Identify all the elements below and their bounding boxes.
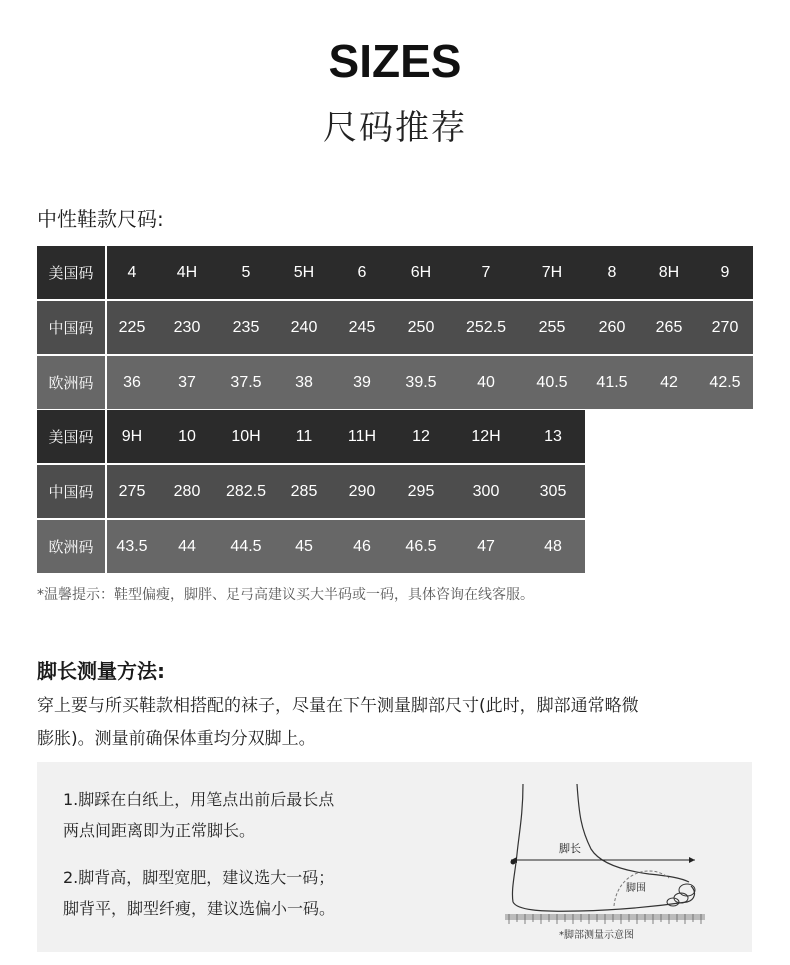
size-cell: 48 — [544, 537, 562, 555]
size-cell: 47 — [477, 537, 495, 555]
size-cell: 282.5 — [225, 482, 267, 500]
size-cell: 7 — [481, 263, 491, 281]
foot-length-label: 脚长 — [559, 842, 581, 855]
size-cell: 5H — [293, 263, 315, 281]
size-table-1 — [37, 246, 753, 409]
measure-guide-box — [37, 762, 752, 952]
size-cell: 36 — [123, 373, 141, 391]
size-cell: 9H — [121, 427, 143, 445]
step-2-line1: 2.脚背高，脚型宽肥，建议选大一码； — [63, 868, 335, 887]
size-cell: 290 — [348, 482, 376, 500]
size-cell: 9 — [720, 263, 730, 281]
us-row-label: 美国码 — [37, 410, 107, 463]
size-cell: 42 — [660, 373, 678, 391]
size-cell: 12H — [471, 427, 501, 445]
size-cell: 46 — [353, 537, 371, 555]
heel-point-icon — [511, 860, 516, 865]
size-cell: 295 — [407, 482, 435, 500]
size-tip-note: *温馨提示：鞋型偏瘦，脚胖、足弓高建议买大半码或一码，具体咨询在线客服。 — [37, 587, 534, 603]
size-cell: 39 — [353, 373, 371, 391]
step-1-line2: 两点间距离即为正常脚长。 — [63, 821, 256, 840]
page-title-en: SIZES — [328, 35, 462, 87]
step-1-line1: 1.脚踩在白纸上，用笔点出前后最长点 — [63, 790, 335, 809]
table1-us-row — [37, 246, 753, 299]
size-cell: 285 — [290, 482, 318, 500]
size-cell: 265 — [655, 318, 683, 336]
size-cell: 255 — [538, 318, 566, 336]
size-cell: 252.5 — [465, 318, 507, 336]
size-cell: 5 — [241, 263, 251, 281]
table2-us-row — [37, 410, 585, 463]
size-cell: 11H — [347, 427, 377, 445]
size-cell: 270 — [711, 318, 739, 336]
toe-icon — [679, 884, 695, 896]
measure-section-label: 脚长测量方法: — [37, 659, 165, 683]
size-cell: 235 — [232, 318, 260, 336]
measure-instructions-line2: 膨胀)。测量前确保体重均分双脚上。 — [37, 729, 316, 749]
table2-eu-row — [37, 520, 585, 573]
measure-instructions — [37, 690, 757, 756]
foot-measure-diagram — [499, 774, 729, 944]
size-cell: 4H — [176, 263, 198, 281]
size-cell: 230 — [173, 318, 201, 336]
eu-row-label: 欧洲码 — [37, 356, 107, 409]
foot-sole-outline — [513, 886, 694, 911]
size-cell: 46.5 — [405, 537, 437, 555]
size-cell: 42.5 — [709, 373, 741, 391]
step-1 — [63, 784, 334, 846]
size-table-2 — [37, 410, 585, 573]
diagram-caption: *脚部测量示意图 — [559, 930, 634, 941]
size-cell: 245 — [348, 318, 376, 336]
measure-instructions-line1: 穿上要与所买鞋款相搭配的袜子，尽量在下午测量脚部尺寸(此时，脚部通常略微 — [37, 696, 639, 716]
size-cell: 44 — [178, 537, 196, 555]
eu-row-label: 欧洲码 — [37, 520, 107, 573]
step-2-line2: 脚背平，脚型纤瘦，建议选偏小一码。 — [63, 899, 336, 918]
size-cell: 43.5 — [116, 537, 148, 555]
size-cell: 305 — [539, 482, 567, 500]
leg-front-outline — [577, 784, 689, 882]
size-cell: 280 — [173, 482, 201, 500]
step-2 — [63, 862, 335, 924]
size-cell: 10H — [231, 427, 261, 445]
size-cell: 8H — [658, 263, 680, 281]
table2-cn-row — [37, 465, 585, 518]
size-cell: 40.5 — [536, 373, 568, 391]
size-cell: 8 — [607, 263, 617, 281]
size-cell: 225 — [118, 318, 146, 336]
arrow-right-icon — [689, 857, 695, 863]
size-cell: 300 — [472, 482, 500, 500]
size-cell: 10 — [178, 427, 196, 445]
size-cell: 38 — [295, 373, 313, 391]
us-row-label: 美国码 — [37, 246, 107, 299]
size-cell: 44.5 — [230, 537, 262, 555]
table1-cn-row — [37, 301, 753, 354]
size-cell: 240 — [290, 318, 318, 336]
size-cell: 41.5 — [596, 373, 628, 391]
leg-back-outline — [512, 784, 523, 902]
page-title-cn: 尺码推荐 — [323, 108, 467, 148]
size-cell: 7H — [541, 263, 563, 281]
size-cell: 12 — [412, 427, 430, 445]
size-cell: 6H — [410, 263, 432, 281]
size-section-label: 中性鞋款尺码: — [37, 207, 164, 231]
table1-eu-row — [37, 356, 753, 409]
cn-row-label: 中国码 — [37, 301, 107, 354]
size-cell: 45 — [295, 537, 313, 555]
foot-girth-label: 脚围 — [626, 883, 646, 894]
size-cell: 40 — [477, 373, 495, 391]
size-cell: 37 — [178, 373, 196, 391]
size-cell: 39.5 — [405, 373, 437, 391]
size-cell: 260 — [598, 318, 626, 336]
cn-row-label: 中国码 — [37, 465, 107, 518]
size-cell: 275 — [118, 482, 146, 500]
size-cell: 250 — [407, 318, 435, 336]
size-cell: 13 — [544, 427, 562, 445]
size-cell: 37.5 — [230, 373, 262, 391]
size-cell: 11 — [295, 427, 313, 445]
size-cell: 6 — [357, 263, 367, 281]
size-cell: 4 — [127, 263, 137, 281]
